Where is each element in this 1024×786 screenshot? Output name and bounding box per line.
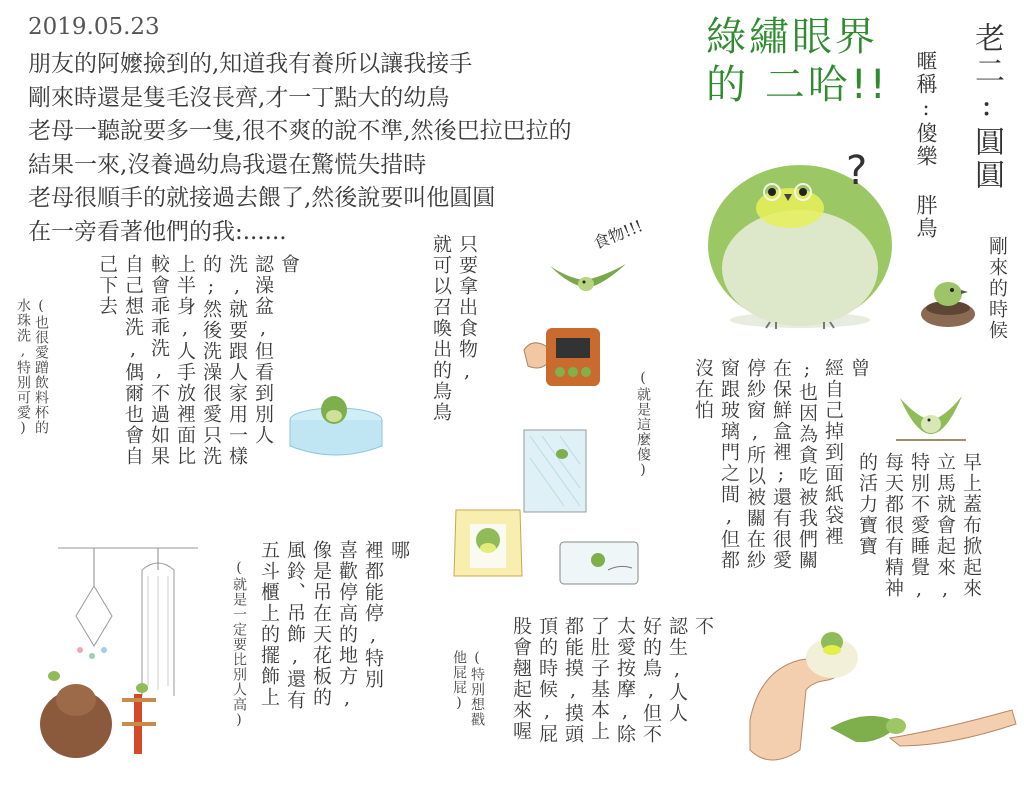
caption-perch: 哪 裡都能停,特別 喜歡停高的地方, 像是吊在天花板的 風鈴、吊飾,還有 五斗櫃上的擺飾上 <box>258 540 410 711</box>
intro-text <box>28 48 572 249</box>
title-line-2: 的 二哈!! <box>706 62 889 108</box>
caption-bag-note: (就是這麼傻) <box>635 370 651 479</box>
caption-bag: 曾 經自己掉到面紙袋裡 ;也因為貪吃被我們關 在保鮮盒裡;還有很愛 停紗窗,所以被關在紗 窗跟玻璃門之間,但都 沒在怕 <box>692 358 870 571</box>
intro-line: 在一旁看著他們的我:...... <box>28 218 287 245</box>
flying-bird-illustration <box>548 258 628 298</box>
bathtub-illustration <box>286 388 386 468</box>
bird-name: 老二:圓圓 <box>969 22 1004 192</box>
hand-bird-illustration <box>740 620 1020 780</box>
caption-friendly: 不 認生,人人 好的鳥,但不 太愛按摩,除 了肚子基本上 都能摸,摸頭 頂的時候,屁 股會翹起來喔 <box>510 616 714 745</box>
perched-bird-illustration <box>896 388 966 448</box>
caption-friendly-note: (特別想戳 他屁屁) <box>451 650 485 727</box>
intro-line: 老母很順手的就接過去餵了,然後說要叫他圓圓 <box>28 185 496 211</box>
caption-bath-note: (也很愛蹭飲料杯的 水珠洗,特別可愛) <box>15 298 49 437</box>
bird-nickname: 暱稱:傻樂 胖鳥 <box>914 50 938 240</box>
food-shout-note: 食物!!! <box>590 216 646 253</box>
intro-line: 朋友的阿嬤撿到的,知道我有養所以讓我接手 <box>28 51 473 77</box>
question-mark: ? <box>846 148 868 194</box>
tissue-bag-illustration <box>450 496 526 580</box>
buddha-ornament-illustration <box>36 664 196 764</box>
window-screen-illustration <box>522 428 588 514</box>
nest-chick-illustration <box>918 272 978 332</box>
chubby-bird-illustration <box>700 150 900 340</box>
caption-arrival: 剛來的時候 <box>986 236 1008 341</box>
caption-bath: 會 認澡盆,但看到別人 洗,就要跟人家用一樣 的;然後洗澡很愛只洗 上半身,人手放裡面比 較會乖乖洗,不過如果 自己想洗,偶爾也會自 己下去 <box>96 254 300 467</box>
caption-perch-note: (就是一定要比別人高) <box>231 560 247 729</box>
storage-box-illustration <box>558 536 640 586</box>
intro-line: 老母一聽說要多一隻,很不爽的說不準,然後巴拉巴拉的 <box>28 118 572 144</box>
intro-line: 結果一來,沒養過幼鳥我還在驚慌失措時 <box>28 151 427 178</box>
food-box-illustration <box>522 320 602 390</box>
date-label: 2019.05.23 <box>28 14 160 40</box>
caption-food: 只要拿出食物, 就可以召喚出的鳥鳥 <box>430 234 478 423</box>
title-line-1: 綠繡眼界 <box>706 14 878 60</box>
caption-morning: 早上蓋布掀起來 立馬就會起來, 特別不愛睡覺, 每天都很有精神 的活力寶寶 <box>856 452 982 602</box>
intro-line: 剛來時還是隻毛沒長齊,才一丁點大的幼鳥 <box>28 84 450 111</box>
